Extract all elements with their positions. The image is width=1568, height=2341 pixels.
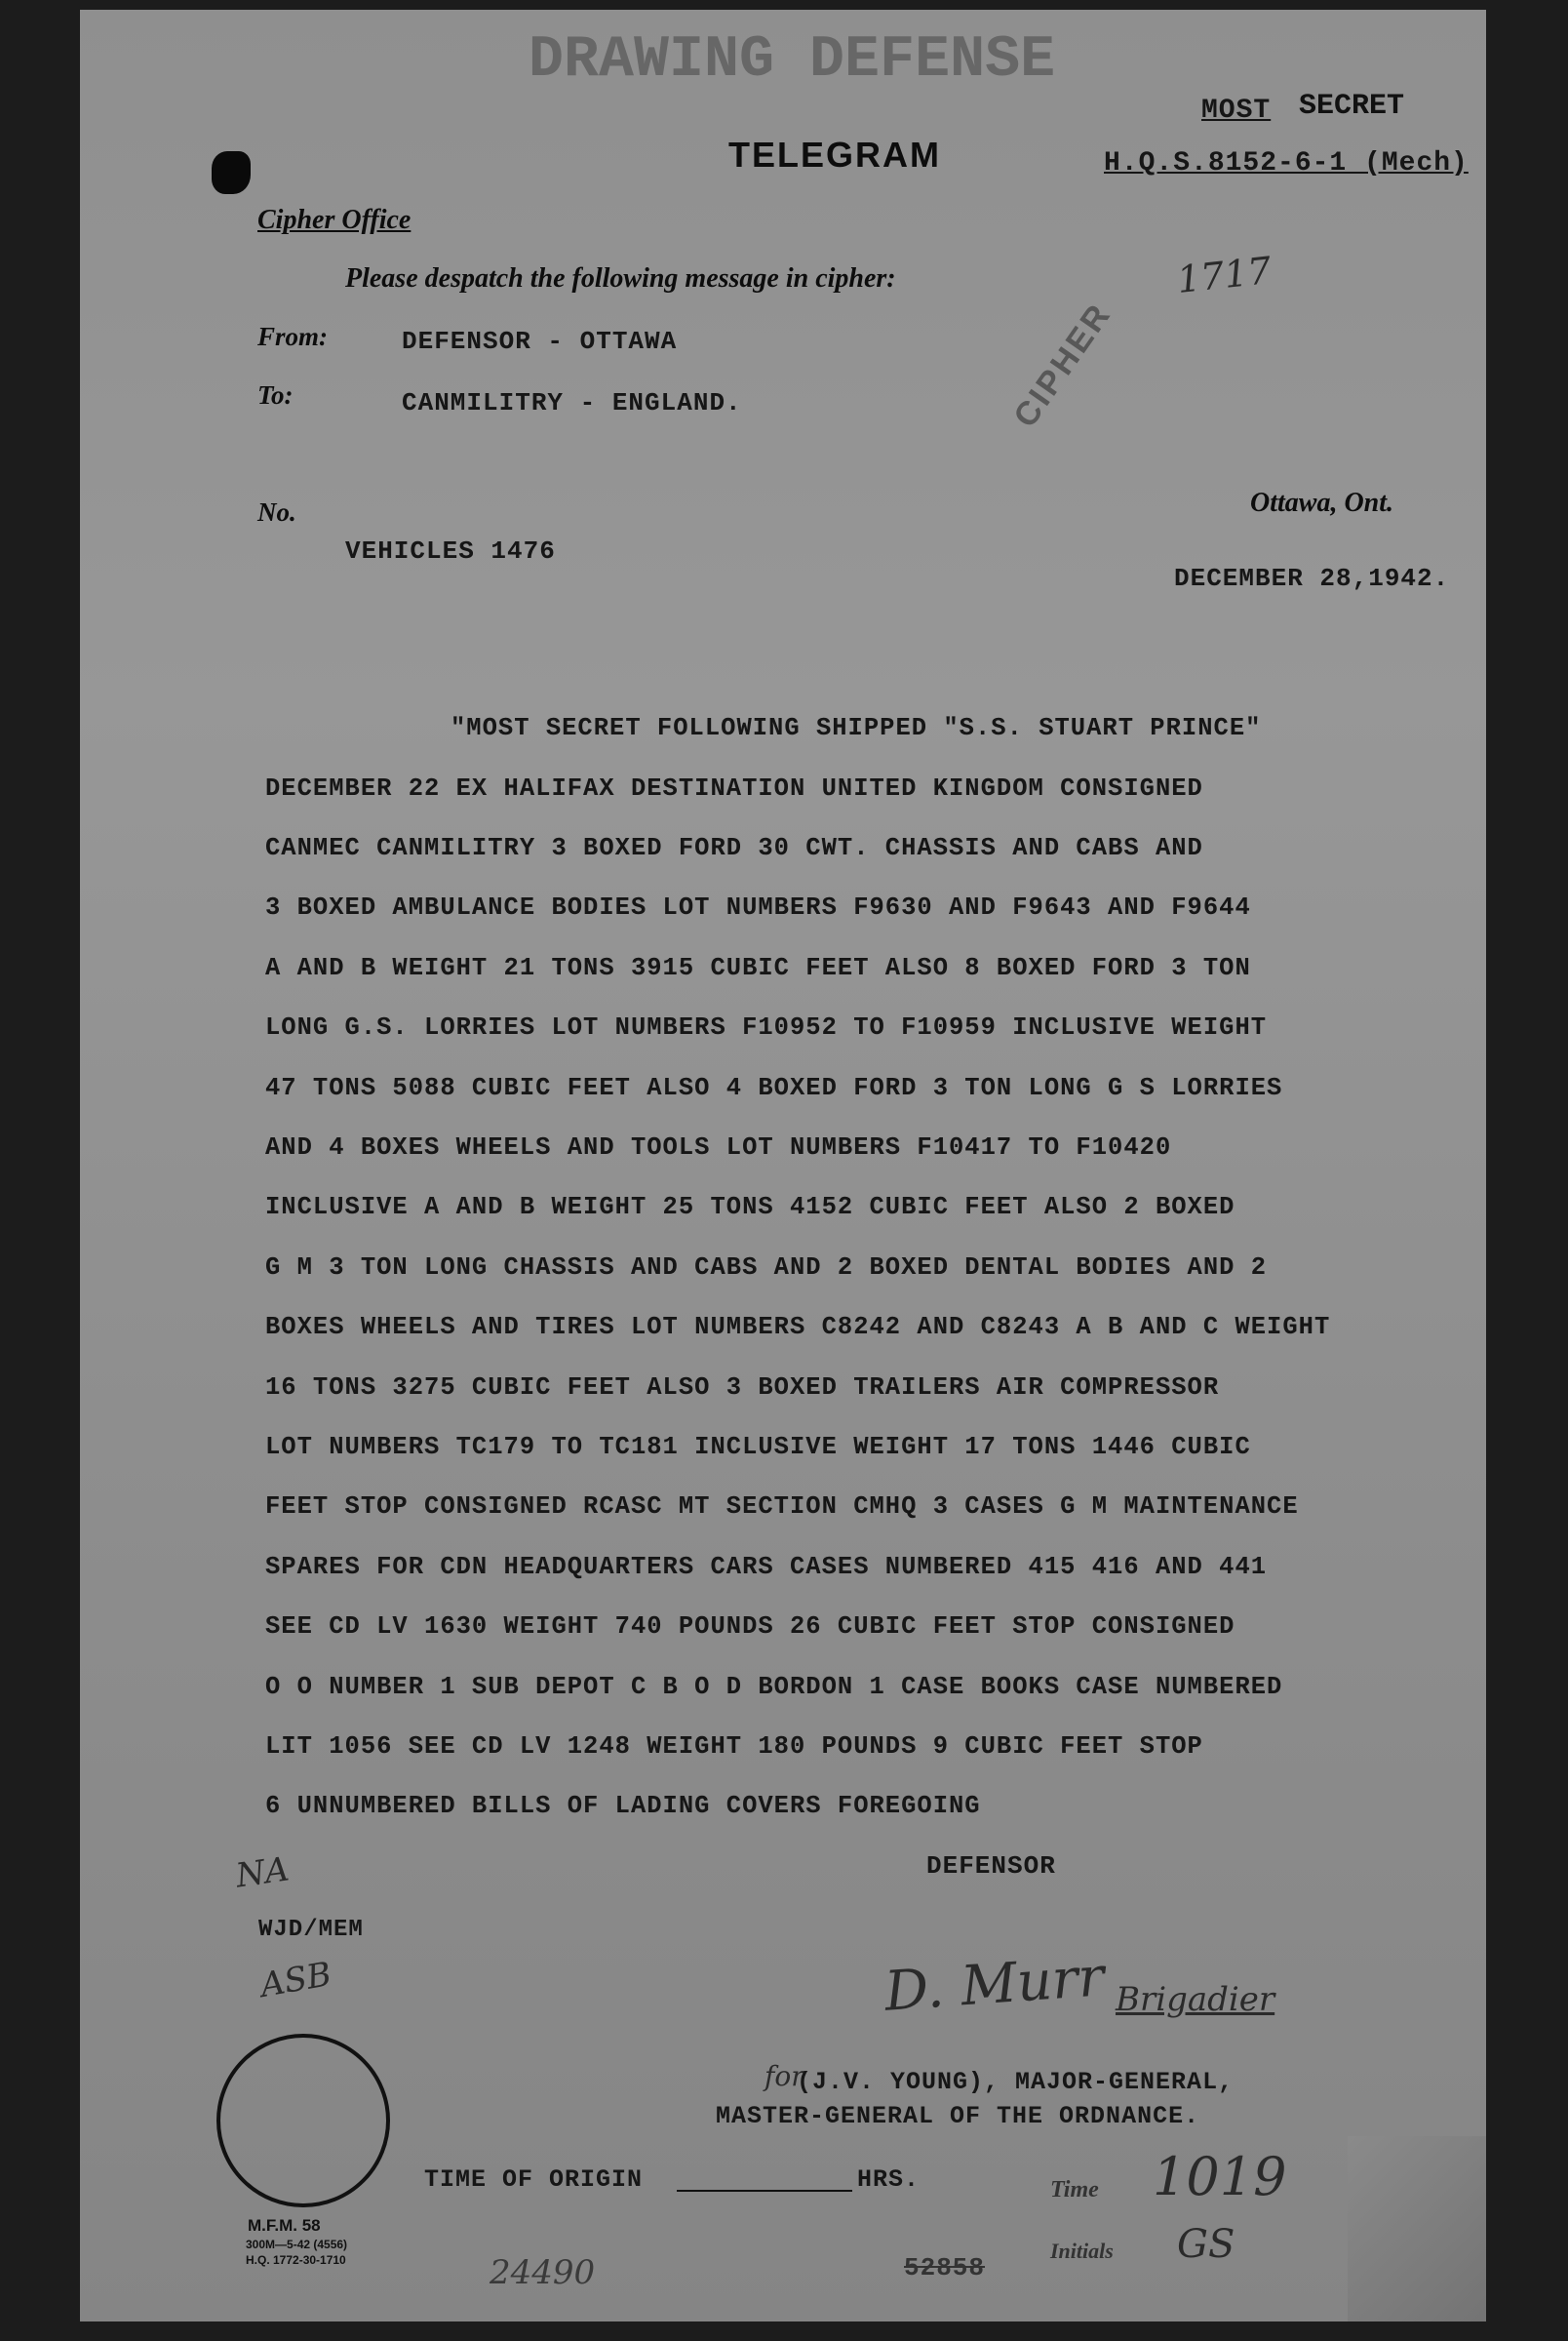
body-line: SPARES FOR CDN HEADQUARTERS CARS CASES NUMBERED 415 416 AND 441 [265, 1553, 1268, 1581]
handwritten-initials-2: ASB [257, 1954, 334, 2006]
bottom-stamped-number: 52858 [904, 2253, 986, 2282]
body-line: 3 BOXED AMBULANCE BODIES LOT NUMBERS F9630 AND F9643 AND F9644 [265, 893, 1251, 922]
signer-title: MASTER-GENERAL OF THE ORDNANCE. [716, 2102, 1200, 2130]
body-line: A AND B WEIGHT 21 TONS 3915 CUBIC FEET ALSO 8 BOXED FORD 3 TON [265, 954, 1251, 982]
time-of-origin-blank [677, 2190, 852, 2192]
ink-blot [212, 151, 251, 194]
body-line: AND 4 BOXES WHEELS AND TOOLS LOT NUMBERS F10417 TO F10420 [265, 1133, 1172, 1162]
bleed-through-text: DRAWING DEFENSE [529, 27, 1056, 94]
classification-secret: SECRET [1299, 90, 1405, 123]
typist-initials: WJD/MEM [258, 1917, 364, 1943]
body-line: FEET STOP CONSIGNED RCASC MT SECTION CMHQ 3 CASES G M MAINTENANCE [265, 1492, 1299, 1521]
despatch-instruction: Please despatch the following message in cipher: [345, 263, 896, 294]
body-line: "MOST SECRET FOLLOWING SHIPPED "S.S. STUART PRINCE" [451, 714, 1262, 742]
from-label: From: [257, 322, 329, 351]
body-line: 47 TONS 5088 CUBIC FEET ALSO 4 BOXED FORD 3 TON LONG G S LORRIES [265, 1074, 1283, 1102]
message-number: VEHICLES 1476 [345, 536, 556, 566]
circular-stamp [216, 2034, 390, 2207]
cipher-office-label: Cipher Office [257, 205, 412, 235]
body-line: CANMEC CANMILITRY 3 BOXED FORD 30 CWT. CHASSIS AND CABS AND [265, 834, 1203, 862]
handwritten-initials: NA [233, 1849, 292, 1896]
body-line: 6 UNNUMBERED BILLS OF LADING COVERS FOREGOING [265, 1792, 981, 1820]
number-label: No. [257, 497, 296, 527]
body-line: O O NUMBER 1 SUB DEPOT C B O D BORDON 1 CASE BOOKS CASE NUMBERED [265, 1673, 1283, 1701]
from-value: DEFENSOR - OTTAWA [402, 327, 678, 356]
hrs-label: HRS. [857, 2165, 921, 2194]
time-of-origin-label: TIME OF ORIGIN [424, 2165, 644, 2194]
message-date: DECEMBER 28,1942. [1174, 564, 1450, 593]
initials-label: Initials [1050, 2239, 1114, 2263]
form-print-line-2: H.Q. 1772-30-1710 [246, 2253, 346, 2267]
body-line: 16 TONS 3275 CUBIC FEET ALSO 3 BOXED TRAILERS AIR COMPRESSOR [265, 1373, 1220, 1402]
body-line: INCLUSIVE A AND B WEIGHT 25 TONS 4152 CUBIC FEET ALSO 2 BOXED [265, 1193, 1235, 1221]
form-code: M.F.M. 58 [248, 2216, 321, 2235]
signer-prefix: for [764, 2060, 804, 2092]
cipher-stamp: CIPHER [1006, 296, 1119, 435]
signature-rank: Brigadier [1116, 1980, 1275, 2019]
to-value: CANMILITRY - ENGLAND. [402, 388, 742, 417]
body-line: SEE CD LV 1630 WEIGHT 740 POUNDS 26 CUBIC FEET STOP CONSIGNED [265, 1612, 1235, 1641]
body-line: LONG G.S. LORRIES LOT NUMBERS F10952 TO F10959 INCLUSIVE WEIGHT [265, 1013, 1268, 1042]
file-reference: H.Q.S.8152-6-1 (Mech) [1104, 148, 1469, 179]
time-label: Time [1050, 2177, 1099, 2202]
body-line: DECEMBER 22 EX HALIFAX DESTINATION UNITED KINGDOM CONSIGNED [265, 774, 1203, 803]
sign-off: DEFENSOR [926, 1851, 1056, 1881]
handwritten-number: 1717 [1174, 249, 1274, 301]
document-title: TELEGRAM [728, 135, 941, 175]
telegram-page [80, 10, 1486, 2321]
body-line: LOT NUMBERS TC179 TO TC181 INCLUSIVE WEIGHT 17 TONS 1446 CUBIC [265, 1433, 1251, 1461]
body-line: G M 3 TON LONG CHASSIS AND CABS AND 2 BOXED DENTAL BODIES AND 2 [265, 1253, 1268, 1282]
folded-corner [1348, 2136, 1486, 2321]
signature: D. Murr [882, 1945, 1107, 2024]
place-of-origin: Ottawa, Ont. [1250, 488, 1394, 518]
bottom-handwritten-number: 24490 [490, 2253, 596, 2292]
body-line: LIT 1056 SEE CD LV 1248 WEIGHT 180 POUNDS 9 CUBIC FEET STOP [265, 1732, 1203, 1761]
classification-most: MOST [1201, 96, 1272, 126]
form-print-line-1: 300M—5-42 (4556) [246, 2238, 348, 2251]
initials-value: GS [1177, 2222, 1235, 2267]
time-value: 1019 [1153, 2146, 1287, 2207]
body-line: BOXES WHEELS AND TIRES LOT NUMBERS C8242 AND C8243 A B AND C WEIGHT [265, 1313, 1331, 1341]
to-label: To: [257, 380, 294, 410]
signer-name: (J.V. YOUNG), MAJOR-GENERAL, [797, 2068, 1235, 2096]
